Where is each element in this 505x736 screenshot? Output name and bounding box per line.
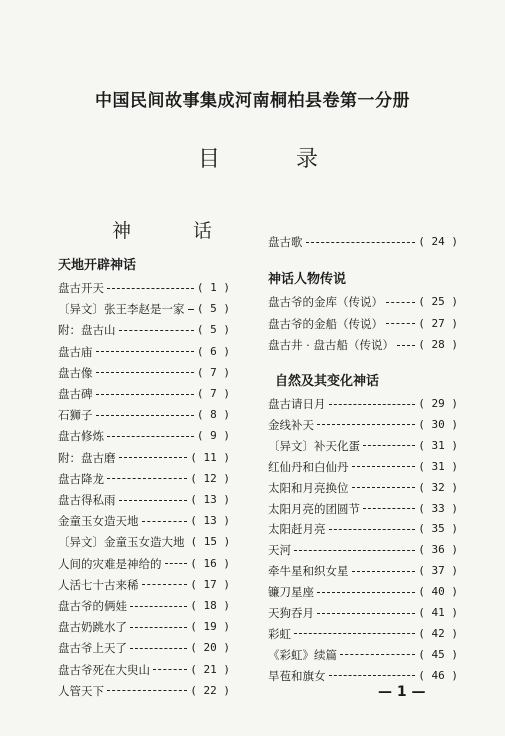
- toc-entry: [58, 299, 230, 319]
- toc-entry: [58, 638, 230, 658]
- leader-dashes: [317, 592, 415, 593]
- toc-entry: [58, 448, 230, 468]
- toc-entry: [58, 532, 230, 552]
- toc-entry-page: ( 30 ): [418, 417, 458, 431]
- toc-entry: [58, 617, 230, 637]
- toc-entry: [58, 342, 230, 362]
- toc-entry-title: 盘古爷死在大臾山: [58, 662, 150, 677]
- toc-entry: [58, 469, 230, 489]
- leader-dashes: [107, 288, 194, 289]
- toc-entry: [268, 415, 458, 435]
- leader-dashes: [142, 584, 188, 585]
- toc-entry: [58, 405, 230, 425]
- toc-entry-title: 盘古庙: [58, 344, 93, 359]
- toc-entry-title: 盘古爷的金库（传说）: [268, 295, 383, 309]
- toc-entry-title: 太阳月亮的团圆节: [268, 501, 360, 516]
- toc-entry: [58, 596, 230, 616]
- leader-dashes: [340, 654, 415, 655]
- toc-entry-page: ( 24 ): [418, 235, 458, 248]
- toc-entry: [268, 561, 458, 581]
- toc-entry: [58, 278, 230, 298]
- leader-dashes: [188, 309, 194, 310]
- toc-entry-page: ( 21 ): [190, 662, 230, 676]
- toc-entry-title: 金线补天: [268, 417, 314, 432]
- toc-entry: [58, 320, 230, 340]
- toc-entry-title: 盘古爷的金船（传说）: [268, 316, 383, 331]
- leader-dashes: [96, 415, 194, 416]
- leader-dashes: [329, 404, 416, 405]
- toc-entry: [268, 394, 458, 414]
- leader-dashes: [329, 675, 416, 676]
- leader-dashes: [153, 669, 187, 670]
- toc-entry: [268, 624, 458, 644]
- toc-entry-page: ( 37 ): [418, 564, 458, 578]
- toc-entry-title: 红仙丹和白仙丹: [268, 459, 349, 474]
- toc-entry-title: 附：盘古磨: [58, 450, 116, 465]
- toc-entry-title: 盘古修炼: [58, 429, 104, 444]
- toc-entry: [268, 436, 458, 456]
- leader-dashes: [294, 550, 415, 551]
- toc-entry: [58, 426, 230, 446]
- toc-entry: [268, 457, 458, 477]
- leader-dashes: [142, 521, 188, 522]
- toc-entry: [268, 603, 458, 623]
- toc-entry-page: ( 8 ): [196, 408, 230, 422]
- leader-dashes: [363, 508, 415, 509]
- toc-entry-page: ( 35 ): [418, 522, 458, 536]
- toc-entry-page: ( 12 ): [190, 471, 230, 485]
- leader-dashes: [306, 242, 416, 243]
- toc-entry-page: ( 33 ): [418, 501, 458, 515]
- leader-dashes: [352, 466, 416, 467]
- leader-dashes: [317, 613, 415, 614]
- toc-entry: [58, 554, 230, 574]
- leader-dashes: [165, 563, 188, 564]
- right-subheading-2: 自然及其变化神话: [275, 374, 380, 389]
- toc-entry-page: ( 16 ): [190, 556, 230, 570]
- toc-entry-title: 牵牛星和织女星: [268, 564, 349, 579]
- toc-entry-title: 旱苞和旗女: [268, 668, 326, 683]
- leader-dashes: [352, 487, 416, 488]
- toc-entry-page: ( 46 ): [418, 668, 458, 682]
- toc-entry-title: 盘古爷的俩娃: [58, 599, 127, 613]
- toc-entry-title: 盘古得私雨: [58, 493, 116, 507]
- toc-entry-title: 〔异文〕张王李赵是一家: [58, 302, 185, 317]
- toc-entry-title: 人管天下: [58, 683, 104, 698]
- leader-dashes: [119, 330, 194, 331]
- toc-entry-title: 盘古像: [58, 365, 93, 380]
- toc-entry: [268, 292, 458, 312]
- left-subheading: 天地开辟神话: [58, 258, 137, 273]
- toc-entry-page: ( 45 ): [418, 647, 458, 661]
- toc-entry-title: 盘古碑: [58, 387, 93, 401]
- toc-entry: [58, 511, 230, 531]
- toc-entry-title: 〔异文〕金童玉女造大地: [58, 535, 185, 550]
- toc-entry-page: ( 31 ): [418, 459, 458, 473]
- leader-dashes: [96, 351, 194, 352]
- toc-entry: [268, 478, 458, 498]
- toc-entry-page: ( 20 ): [190, 641, 230, 655]
- toc-entry-title: 盘古歌: [268, 235, 303, 249]
- toc-entry: [58, 384, 230, 404]
- leader-dashes: [107, 436, 194, 437]
- toc-entry-title: 人间的灾难是神给的: [58, 556, 162, 571]
- toc-entry-title: 天狗吞月: [268, 606, 314, 620]
- book-title: 中国民间故事集成河南桐柏县卷第一分册: [95, 91, 410, 111]
- toc-entry-title: 附：盘古山: [58, 323, 116, 338]
- toc-entry-title: 盘古请日月: [268, 397, 326, 411]
- toc-entry: [58, 363, 230, 383]
- leader-dashes: [119, 500, 188, 501]
- toc-entry: [268, 335, 458, 355]
- toc-entry-page: ( 9 ): [196, 429, 230, 443]
- toc-title: [198, 142, 318, 173]
- toc-entry-title: 盘古降龙: [58, 471, 104, 486]
- section-heading-char: 神: [112, 220, 132, 242]
- toc-entry-page: ( 7 ): [196, 387, 230, 400]
- toc-entry-page: ( 7 ): [196, 365, 230, 379]
- leader-dashes: [294, 633, 415, 634]
- leader-dashes: [119, 457, 188, 458]
- toc-entry-title: 石狮子: [58, 408, 93, 423]
- leader-dashes: [130, 606, 187, 607]
- toc-entry: [268, 540, 458, 560]
- toc-entry-page: ( 13 ): [190, 493, 230, 506]
- section-heading-char: 话: [192, 220, 212, 242]
- toc-entry-page: ( 11 ): [190, 450, 230, 464]
- toc-entry-page: ( 19 ): [190, 620, 230, 634]
- right-subheading-1: 神话人物传说: [268, 272, 347, 287]
- leader-dashes: [107, 478, 187, 479]
- toc-entry: [58, 490, 230, 510]
- toc-entry-title: 盘古爷上天了: [58, 641, 127, 656]
- toc-title-char: 目: [198, 147, 221, 172]
- leader-dashes: [363, 445, 415, 446]
- toc-entry-page: ( 29 ): [418, 397, 458, 410]
- toc-entry-page: ( 42 ): [418, 626, 458, 640]
- toc-entry-title: 彩虹: [268, 626, 291, 641]
- toc-entry-page: ( 15 ): [190, 535, 231, 549]
- section-heading: [112, 216, 212, 243]
- leader-dashes: [352, 571, 416, 572]
- toc-entry-page: ( 5 ): [196, 323, 230, 337]
- toc-entry-page: ( 1 ): [196, 281, 230, 294]
- leader-dashes: [386, 302, 415, 303]
- toc-entry-page: ( 5 ): [196, 302, 230, 316]
- toc-title-char: 录: [295, 147, 318, 172]
- leader-dashes: [96, 372, 194, 373]
- toc-entry: [58, 681, 230, 701]
- toc-entry-title: 太阳和月亮换位: [268, 480, 349, 495]
- leader-dashes: [107, 690, 187, 691]
- toc-entry: [268, 232, 458, 252]
- leader-dashes: [397, 345, 415, 346]
- toc-entry-title: 盘古奶跳水了: [58, 620, 127, 635]
- toc-entry-title: 盘古开天: [58, 281, 104, 295]
- toc-entry: [58, 575, 230, 595]
- toc-entry: [268, 314, 458, 334]
- toc-entry-page: ( 32 ): [418, 480, 458, 494]
- toc-entry-page: ( 41 ): [418, 606, 458, 619]
- toc-entry-title: 〔异文〕补天化蛋: [268, 438, 360, 453]
- toc-entry-page: ( 25 ): [418, 295, 458, 308]
- leader-dashes: [96, 394, 194, 395]
- toc-entry-title: 《彩虹》续篇: [268, 647, 337, 662]
- leader-dashes: [130, 627, 187, 628]
- leader-dashes: [329, 529, 416, 530]
- toc-entry-page: ( 36 ): [418, 543, 458, 557]
- toc-entry-page: ( 17 ): [190, 577, 230, 591]
- leader-dashes: [386, 323, 415, 324]
- leader-dashes: [317, 424, 415, 425]
- toc-entry: [268, 582, 458, 602]
- toc-entry-title: 人活七十古来稀: [58, 577, 139, 592]
- toc-entry-title: 镰刀星座: [268, 585, 314, 600]
- toc-entry-title: 天河: [268, 543, 291, 558]
- toc-entry-page: ( 13 ): [190, 514, 230, 528]
- toc-entry-title: 太阳赶月亮: [268, 522, 326, 537]
- toc-entry-title: 金童玉女造天地: [58, 514, 139, 529]
- toc-entry-page: ( 28 ): [418, 338, 458, 351]
- toc-entry: [268, 666, 458, 686]
- toc-entry-page: ( 18 ): [190, 599, 230, 612]
- toc-entry-page: ( 22 ): [190, 683, 230, 697]
- toc-entry-page: ( 31 ): [418, 438, 458, 452]
- page-number: — 1 —: [378, 684, 426, 700]
- toc-entry-page: ( 6 ): [196, 344, 230, 358]
- toc-entry-page: ( 40 ): [418, 585, 458, 599]
- toc-entry-page: ( 27 ): [418, 316, 458, 330]
- leader-dashes: [130, 648, 187, 649]
- toc-entry: [268, 645, 458, 665]
- toc-entry-title: 盘古井 · 盘古船（传说）: [268, 338, 394, 352]
- toc-entry: [58, 660, 230, 680]
- toc-entry: [268, 499, 458, 519]
- toc-entry: [268, 519, 458, 539]
